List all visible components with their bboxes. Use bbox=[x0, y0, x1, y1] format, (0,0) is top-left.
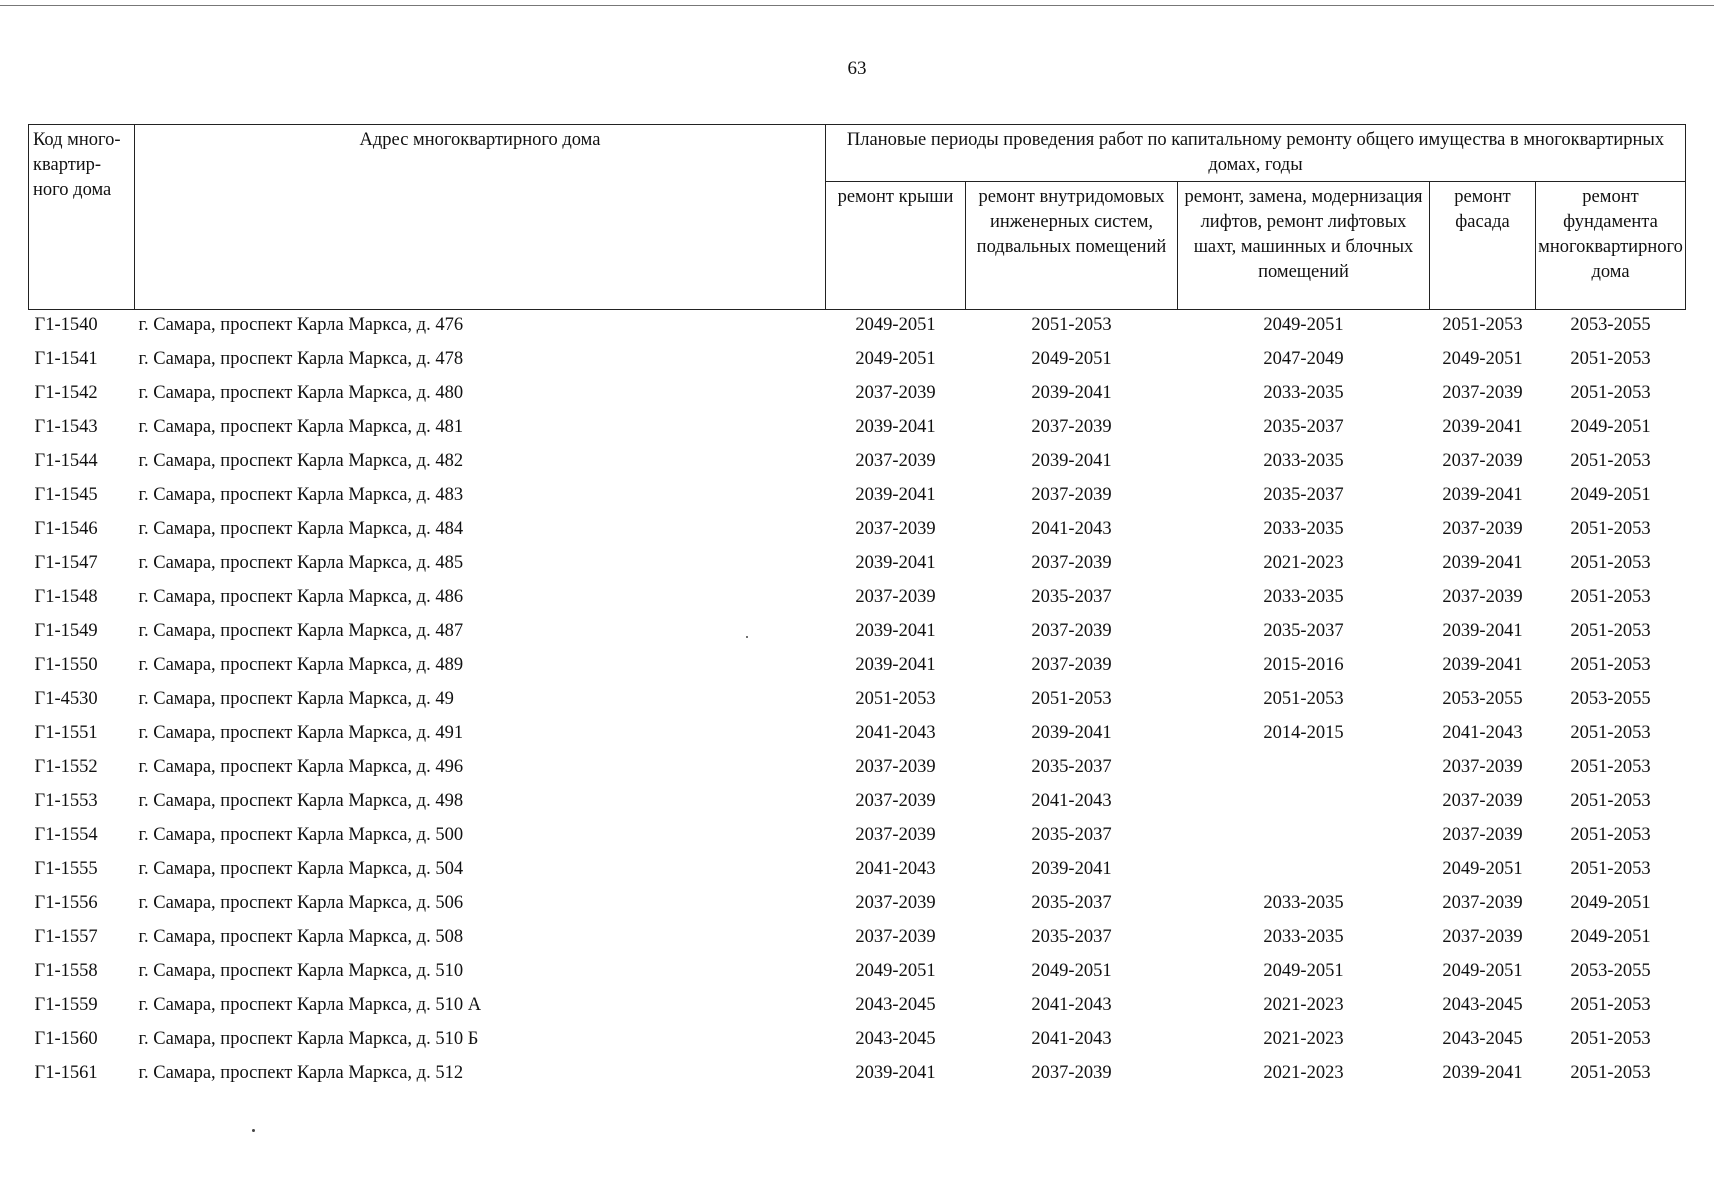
cell-facade: 2043-2045 bbox=[1442, 1029, 1523, 1049]
cell-elevators: 2049-2051 bbox=[1263, 961, 1344, 981]
cell-engineering: 2037-2039 bbox=[1031, 1063, 1112, 1083]
repair-schedule-table bbox=[28, 124, 1686, 1096]
cell-foundation: 2051-2053 bbox=[1570, 349, 1651, 369]
cell-engineering: 2035-2037 bbox=[1031, 927, 1112, 947]
header-address: Адрес многоквартирного дома bbox=[135, 125, 826, 310]
cell-roof: 2041-2043 bbox=[855, 859, 936, 879]
cell-engineering: 2035-2037 bbox=[1031, 893, 1112, 913]
cell-address: г. Самара, проспект Карла Маркса, д. 504 bbox=[138, 859, 464, 879]
cell-roof: 2037-2039 bbox=[855, 451, 936, 471]
cell-facade: 2037-2039 bbox=[1442, 519, 1523, 539]
header-facade: ремонт фасада bbox=[1430, 182, 1536, 310]
cell-engineering: 2039-2041 bbox=[1031, 451, 1112, 471]
cell-foundation: 2053-2055 bbox=[1570, 689, 1651, 709]
cell-roof: 2043-2045 bbox=[855, 995, 936, 1015]
cell-engineering: 2037-2039 bbox=[1031, 553, 1112, 573]
cell-elevators: 2021-2023 bbox=[1263, 553, 1344, 573]
cell-address: г. Самара, проспект Карла Маркса, д. 510 bbox=[138, 961, 464, 981]
cell-code: Г1-1544 bbox=[34, 451, 98, 471]
cell-address: г. Самара, проспект Карла Маркса, д. 482 bbox=[138, 451, 464, 471]
cell-roof: 2037-2039 bbox=[855, 927, 936, 947]
cell-engineering: 2037-2039 bbox=[1031, 417, 1112, 437]
cell-foundation: 2051-2053 bbox=[1570, 859, 1651, 879]
cell-facade: 2039-2041 bbox=[1442, 1063, 1523, 1083]
cell-code: Г1-1553 bbox=[34, 791, 98, 811]
scan-speck bbox=[252, 1129, 255, 1132]
cell-foundation: 2051-2053 bbox=[1570, 553, 1651, 573]
table-row bbox=[29, 450, 1686, 484]
cell-elevators: 2035-2037 bbox=[1263, 485, 1344, 505]
cell-elevators: 2021-2023 bbox=[1263, 995, 1344, 1015]
cell-facade: 2039-2041 bbox=[1442, 553, 1523, 573]
cell-address: г. Самара, проспект Карла Маркса, д. 491 bbox=[138, 723, 464, 743]
table-row bbox=[29, 858, 1686, 892]
cell-elevators: 2033-2035 bbox=[1263, 587, 1344, 607]
cell-engineering: 2035-2037 bbox=[1031, 825, 1112, 845]
cell-facade: 2039-2041 bbox=[1442, 485, 1523, 505]
cell-address: г. Самара, проспект Карла Маркса, д. 512 bbox=[138, 1063, 464, 1083]
page-number: 63 bbox=[847, 58, 867, 79]
table-row bbox=[29, 722, 1686, 756]
cell-facade: 2049-2051 bbox=[1442, 349, 1523, 369]
header-roof: ремонт крыши bbox=[826, 182, 966, 310]
cell-address: г. Самара, проспект Карла Маркса, д. 508 bbox=[138, 927, 464, 947]
cell-foundation: 2053-2055 bbox=[1570, 961, 1651, 981]
cell-address: г. Самара, проспект Карла Маркса, д. 486 bbox=[138, 587, 464, 607]
cell-facade: 2039-2041 bbox=[1442, 417, 1523, 437]
cell-facade: 2037-2039 bbox=[1442, 791, 1523, 811]
cell-foundation: 2049-2051 bbox=[1570, 485, 1651, 505]
header-elevators: ремонт, замена, модернизация лифтов, ремонт лифтовых шахт, машинных и блочных помещений bbox=[1178, 182, 1430, 310]
cell-facade: 2037-2039 bbox=[1442, 383, 1523, 403]
cell-address: г. Самара, проспект Карла Маркса, д. 484 bbox=[138, 519, 464, 539]
cell-code: Г1-1545 bbox=[34, 485, 98, 505]
cell-code: Г1-1543 bbox=[34, 417, 98, 437]
cell-address: г. Самара, проспект Карла Маркса, д. 476 bbox=[138, 315, 464, 335]
cell-facade: 2049-2051 bbox=[1442, 859, 1523, 879]
cell-foundation: 2051-2053 bbox=[1570, 451, 1651, 471]
table-row bbox=[29, 1062, 1686, 1096]
cell-elevators: 2049-2051 bbox=[1263, 315, 1344, 335]
cell-facade: 2049-2051 bbox=[1442, 961, 1523, 981]
cell-roof: 2039-2041 bbox=[855, 1063, 936, 1083]
cell-roof: 2041-2043 bbox=[855, 723, 936, 743]
table-row bbox=[29, 620, 1686, 654]
cell-engineering: 2041-2043 bbox=[1031, 1029, 1112, 1049]
cell-facade: 2043-2045 bbox=[1442, 995, 1523, 1015]
header-foundation: ремонт фундамента многоквартирного дома bbox=[1536, 182, 1686, 310]
cell-engineering: 2049-2051 bbox=[1031, 961, 1112, 981]
cell-roof: 2039-2041 bbox=[855, 553, 936, 573]
table-row bbox=[29, 552, 1686, 586]
cell-code: Г1-1560 bbox=[34, 1029, 98, 1049]
cell-facade: 2039-2041 bbox=[1442, 621, 1523, 641]
cell-elevators: 2014-2015 bbox=[1263, 723, 1344, 743]
cell-engineering: 2037-2039 bbox=[1031, 485, 1112, 505]
cell-address: г. Самара, проспект Карла Маркса, д. 510 Б bbox=[138, 1029, 479, 1049]
cell-foundation: 2051-2053 bbox=[1570, 621, 1651, 641]
cell-foundation: 2053-2055 bbox=[1570, 315, 1651, 335]
cell-elevators: 2035-2037 bbox=[1263, 417, 1344, 437]
cell-code: Г1-1547 bbox=[34, 553, 98, 573]
cell-elevators bbox=[1178, 858, 1430, 892]
table-row bbox=[29, 756, 1686, 790]
cell-code: Г1-1558 bbox=[34, 961, 98, 981]
cell-engineering: 2041-2043 bbox=[1031, 519, 1112, 539]
cell-address: г. Самара, проспект Карла Маркса, д. 498 bbox=[138, 791, 464, 811]
cell-code: Г1-1561 bbox=[34, 1063, 98, 1083]
table-row bbox=[29, 348, 1686, 382]
cell-foundation: 2051-2053 bbox=[1570, 1063, 1651, 1083]
cell-engineering: 2051-2053 bbox=[1031, 689, 1112, 709]
cell-roof: 2043-2045 bbox=[855, 1029, 936, 1049]
table-row bbox=[29, 484, 1686, 518]
top-border-line bbox=[0, 5, 1714, 6]
table-row bbox=[29, 586, 1686, 620]
cell-facade: 2053-2055 bbox=[1442, 689, 1523, 709]
cell-foundation: 2051-2053 bbox=[1570, 655, 1651, 675]
table-row bbox=[29, 892, 1686, 926]
cell-address: г. Самара, проспект Карла Маркса, д. 480 bbox=[138, 383, 464, 403]
header-engineering: ремонт внутридомовых инженерных систем, подвальных помещений bbox=[966, 182, 1178, 310]
cell-roof: 2039-2041 bbox=[855, 621, 936, 641]
cell-address: г. Самара, проспект Карла Маркса, д. 496 bbox=[138, 757, 464, 777]
table-row bbox=[29, 416, 1686, 450]
cell-roof: 2037-2039 bbox=[855, 893, 936, 913]
table-row bbox=[29, 1028, 1686, 1062]
cell-engineering: 2039-2041 bbox=[1031, 859, 1112, 879]
cell-engineering: 2035-2037 bbox=[1031, 757, 1112, 777]
cell-roof: 2051-2053 bbox=[855, 689, 936, 709]
table-row bbox=[29, 518, 1686, 552]
table-row bbox=[29, 994, 1686, 1028]
cell-code: Г1-4530 bbox=[34, 689, 98, 709]
cell-address: г. Самара, проспект Карла Маркса, д. 481 bbox=[138, 417, 464, 437]
header-code: Код много-квартир-ного дома bbox=[29, 125, 135, 310]
cell-code: Г1-1559 bbox=[34, 995, 98, 1015]
cell-code: Г1-1542 bbox=[34, 383, 98, 403]
cell-address: г. Самара, проспект Карла Маркса, д. 500 bbox=[138, 825, 464, 845]
cell-roof: 2037-2039 bbox=[855, 519, 936, 539]
table-row bbox=[29, 926, 1686, 960]
cell-facade: 2037-2039 bbox=[1442, 893, 1523, 913]
cell-foundation: 2049-2051 bbox=[1570, 417, 1651, 437]
cell-elevators bbox=[1178, 790, 1430, 824]
table-body bbox=[29, 310, 1686, 1097]
cell-elevators bbox=[1178, 824, 1430, 858]
cell-elevators: 2015-2016 bbox=[1263, 655, 1344, 675]
cell-roof: 2037-2039 bbox=[855, 587, 936, 607]
cell-engineering: 2035-2037 bbox=[1031, 587, 1112, 607]
cell-facade: 2037-2039 bbox=[1442, 927, 1523, 947]
cell-code: Г1-1556 bbox=[34, 893, 98, 913]
cell-code: Г1-1550 bbox=[34, 655, 98, 675]
cell-code: Г1-1541 bbox=[34, 349, 98, 369]
cell-engineering: 2051-2053 bbox=[1031, 315, 1112, 335]
table-row bbox=[29, 654, 1686, 688]
cell-elevators: 2033-2035 bbox=[1263, 383, 1344, 403]
cell-elevators: 2033-2035 bbox=[1263, 519, 1344, 539]
cell-facade: 2037-2039 bbox=[1442, 757, 1523, 777]
table-row bbox=[29, 382, 1686, 416]
cell-roof: 2039-2041 bbox=[855, 655, 936, 675]
cell-address: г. Самара, проспект Карла Маркса, д. 487 bbox=[138, 621, 464, 641]
scan-speck bbox=[746, 636, 748, 638]
cell-roof: 2037-2039 bbox=[855, 383, 936, 403]
table-row bbox=[29, 960, 1686, 994]
cell-foundation: 2051-2053 bbox=[1570, 757, 1651, 777]
table-row bbox=[29, 790, 1686, 824]
cell-foundation: 2051-2053 bbox=[1570, 825, 1651, 845]
cell-foundation: 2051-2053 bbox=[1570, 383, 1651, 403]
cell-elevators bbox=[1178, 756, 1430, 790]
cell-foundation: 2051-2053 bbox=[1570, 995, 1651, 1015]
cell-foundation: 2051-2053 bbox=[1570, 587, 1651, 607]
cell-code: Г1-1552 bbox=[34, 757, 98, 777]
cell-elevators: 2035-2037 bbox=[1263, 621, 1344, 641]
cell-foundation: 2049-2051 bbox=[1570, 893, 1651, 913]
cell-facade: 2039-2041 bbox=[1442, 655, 1523, 675]
cell-roof: 2049-2051 bbox=[855, 961, 936, 981]
cell-elevators: 2033-2035 bbox=[1263, 927, 1344, 947]
cell-code: Г1-1546 bbox=[34, 519, 98, 539]
cell-code: Г1-1551 bbox=[34, 723, 98, 743]
cell-address: г. Самара, проспект Карла Маркса, д. 510 А bbox=[138, 995, 482, 1015]
table-row bbox=[29, 310, 1686, 349]
cell-roof: 2037-2039 bbox=[855, 757, 936, 777]
cell-facade: 2037-2039 bbox=[1442, 451, 1523, 471]
cell-code: Г1-1548 bbox=[34, 587, 98, 607]
cell-engineering: 2037-2039 bbox=[1031, 655, 1112, 675]
cell-address: г. Самара, проспект Карла Маркса, д. 49 bbox=[138, 689, 454, 709]
cell-foundation: 2049-2051 bbox=[1570, 927, 1651, 947]
cell-engineering: 2041-2043 bbox=[1031, 791, 1112, 811]
cell-engineering: 2039-2041 bbox=[1031, 383, 1112, 403]
cell-roof: 2039-2041 bbox=[855, 417, 936, 437]
cell-elevators: 2051-2053 bbox=[1263, 689, 1344, 709]
cell-roof: 2049-2051 bbox=[855, 349, 936, 369]
cell-foundation: 2051-2053 bbox=[1570, 791, 1651, 811]
cell-facade: 2037-2039 bbox=[1442, 587, 1523, 607]
cell-address: г. Самара, проспект Карла Маркса, д. 483 bbox=[138, 485, 464, 505]
cell-foundation: 2051-2053 bbox=[1570, 723, 1651, 743]
header-periods-group: Плановые периоды проведения работ по капитальному ремонту общего имущества в многоквартирных домах, годы bbox=[826, 125, 1686, 182]
cell-engineering: 2037-2039 bbox=[1031, 621, 1112, 641]
cell-elevators: 2047-2049 bbox=[1263, 349, 1344, 369]
cell-facade: 2037-2039 bbox=[1442, 825, 1523, 845]
cell-elevators: 2021-2023 bbox=[1263, 1029, 1344, 1049]
cell-engineering: 2039-2041 bbox=[1031, 723, 1112, 743]
cell-foundation: 2051-2053 bbox=[1570, 1029, 1651, 1049]
cell-engineering: 2041-2043 bbox=[1031, 995, 1112, 1015]
cell-code: Г1-1549 bbox=[34, 621, 98, 641]
cell-foundation: 2051-2053 bbox=[1570, 519, 1651, 539]
cell-engineering: 2049-2051 bbox=[1031, 349, 1112, 369]
cell-facade: 2041-2043 bbox=[1442, 723, 1523, 743]
cell-code: Г1-1555 bbox=[34, 859, 98, 879]
cell-address: г. Самара, проспект Карла Маркса, д. 485 bbox=[138, 553, 464, 573]
cell-elevators: 2033-2035 bbox=[1263, 893, 1344, 913]
table-row bbox=[29, 824, 1686, 858]
cell-elevators: 2021-2023 bbox=[1263, 1063, 1344, 1083]
cell-address: г. Самара, проспект Карла Маркса, д. 489 bbox=[138, 655, 464, 675]
cell-code: Г1-1540 bbox=[34, 315, 98, 335]
cell-code: Г1-1554 bbox=[34, 825, 98, 845]
cell-address: г. Самара, проспект Карла Маркса, д. 506 bbox=[138, 893, 464, 913]
cell-elevators: 2033-2035 bbox=[1263, 451, 1344, 471]
cell-address: г. Самара, проспект Карла Маркса, д. 478 bbox=[138, 349, 464, 369]
cell-roof: 2037-2039 bbox=[855, 791, 936, 811]
table-row bbox=[29, 688, 1686, 722]
cell-roof: 2039-2041 bbox=[855, 485, 936, 505]
cell-facade: 2051-2053 bbox=[1442, 315, 1523, 335]
cell-roof: 2049-2051 bbox=[855, 315, 936, 335]
cell-roof: 2037-2039 bbox=[855, 825, 936, 845]
table-header bbox=[29, 125, 1686, 310]
cell-code: Г1-1557 bbox=[34, 927, 98, 947]
